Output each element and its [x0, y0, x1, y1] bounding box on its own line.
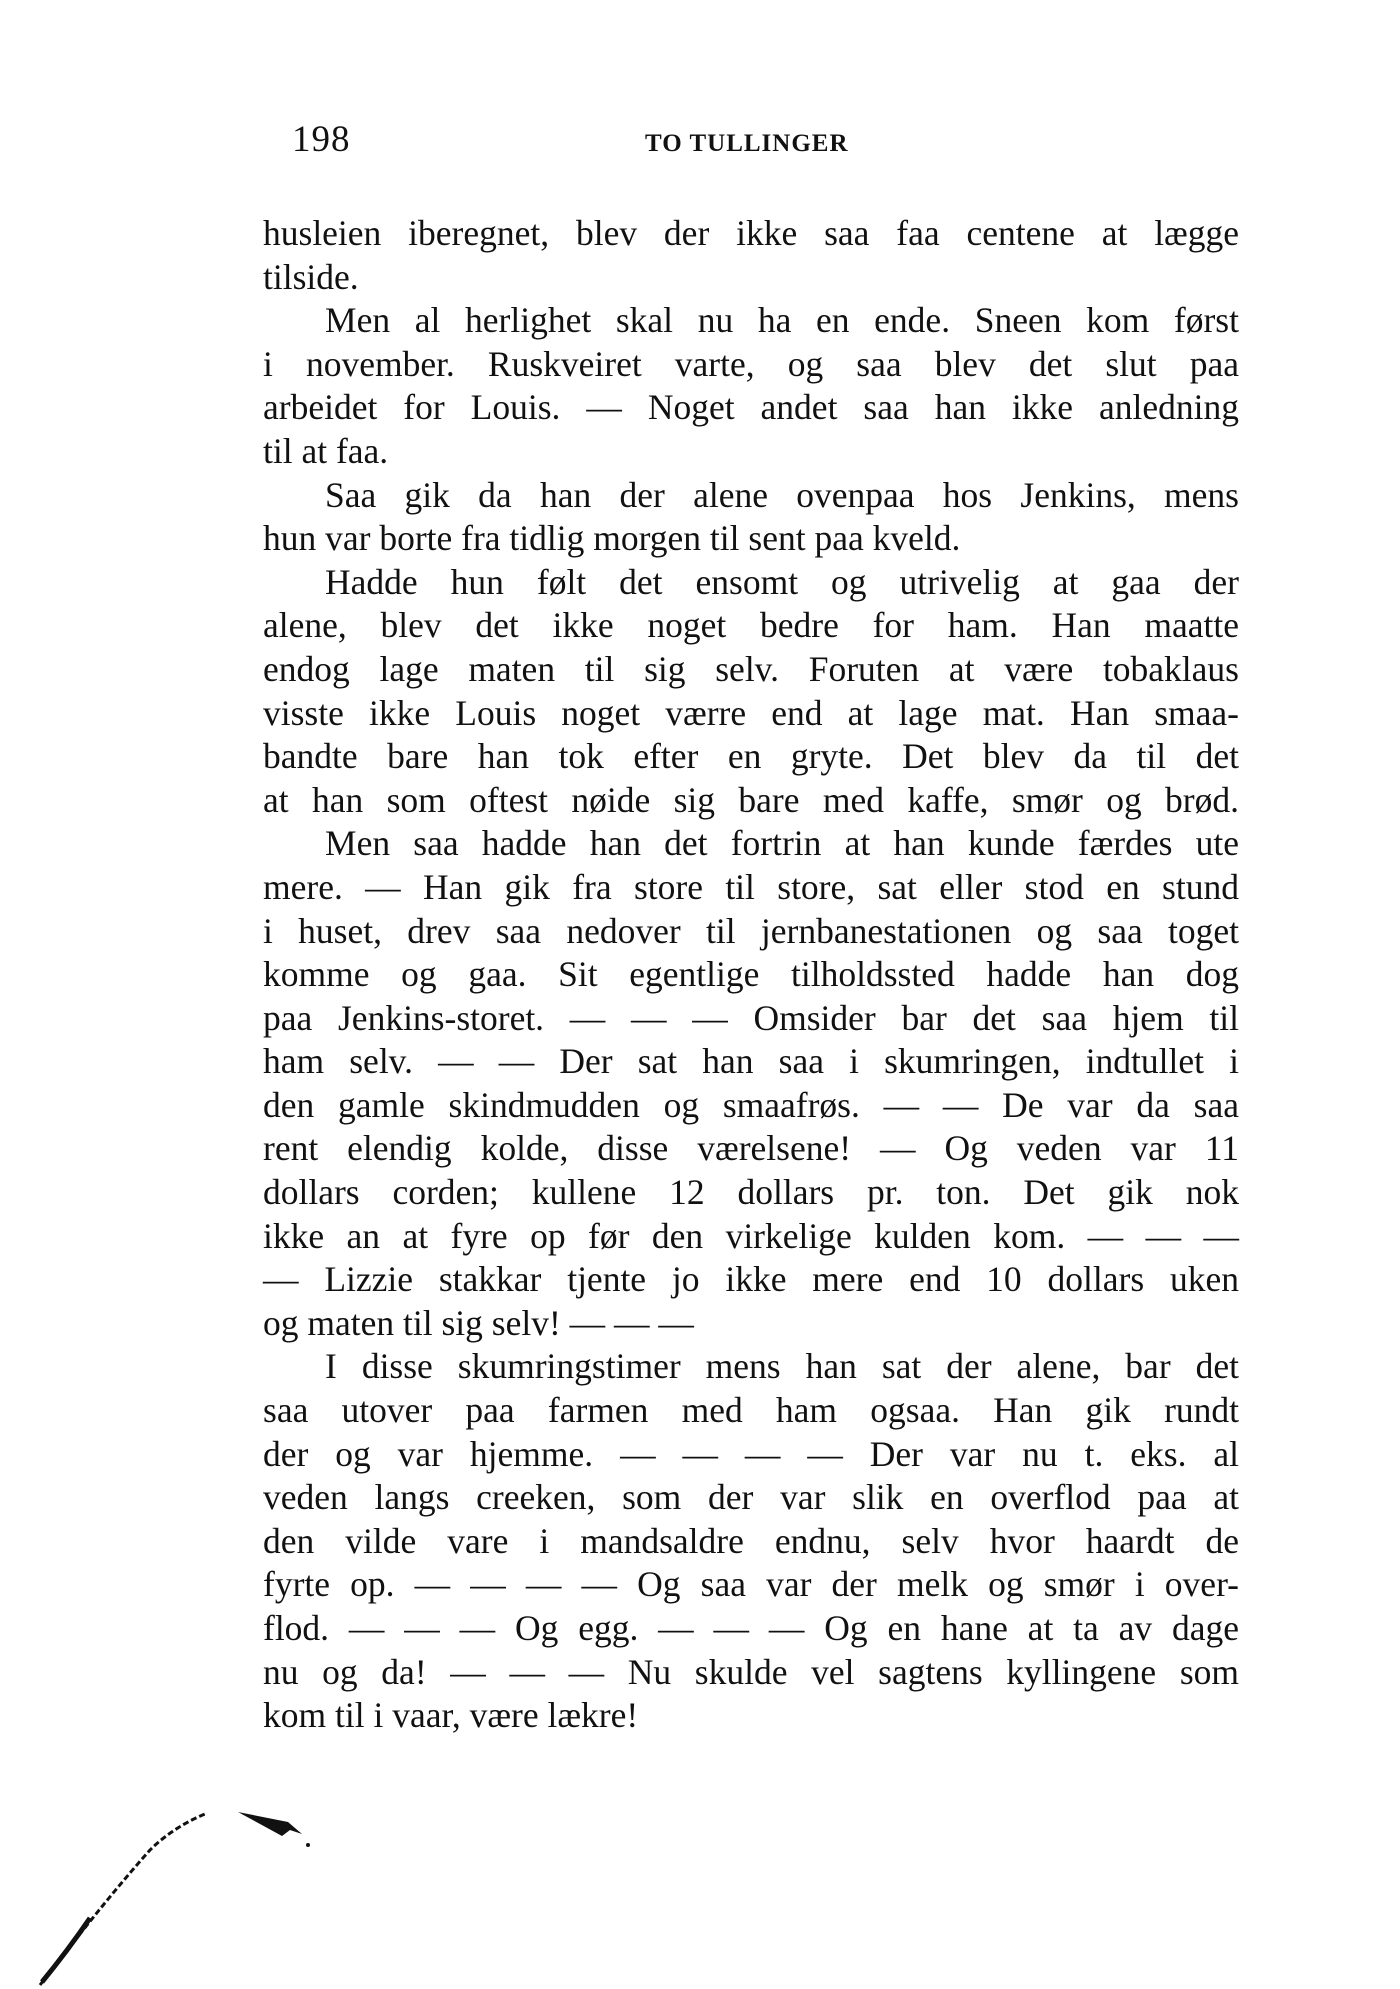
text-line: saa utover paa farmen med ham ogsaa. Han gik rundt — [263, 1390, 1239, 1431]
text-line: Men saa hadde han det fortrin at han kunde færdes ute — [325, 823, 1239, 864]
text-line: fyrte op. — — — — Og saa var der melk og smør i over- — [263, 1564, 1239, 1605]
text-line: I disse skumringstimer mens han sat der alene, bar det — [325, 1346, 1239, 1387]
text-line: alene, blev det ikke noget bedre for ham. Han maatte — [263, 605, 1239, 646]
text-line: den gamle skindmudden og smaafrøs. — — De var da saa — [263, 1084, 1239, 1125]
text-line: og maten til sig selv! — — — — [263, 1302, 694, 1343]
text-line: — Lizzie stakkar tjente jo ikke mere end 10 dollars uken — [263, 1259, 1239, 1300]
body-text — [263, 212, 1239, 1738]
text-line: flod. — — — Og egg. — — — Og en hane at ta av dage — [263, 1608, 1239, 1648]
text-line: arbeidet for Louis. — Noget andet saa han ikke anledning — [263, 387, 1239, 428]
text-line: nu og da! — — — Nu skulde vel sagtens kyllingene som — [263, 1651, 1239, 1692]
text-line: ikke an at fyre op før den virkelige kulden kom. — — — — [263, 1215, 1239, 1256]
text-line: i november. Ruskveiret varte, og saa blev det slut paa — [263, 343, 1239, 384]
text-line: i huset, drev saa nedover til jernbanestationen og saa toget — [263, 910, 1239, 951]
text-line: tilside. — [263, 256, 359, 297]
running-title: TO TULLINGER — [645, 130, 849, 157]
text-line: den vilde vare i mandsaldre endnu, selv hvor haardt de — [263, 1520, 1239, 1561]
text-line: husleien iberegnet, blev der ikke saa faa centene at lægge — [263, 213, 1239, 253]
text-line: ham selv. — — Der sat han saa i skumringen, indtullet i — [263, 1041, 1239, 1082]
text-line: Hadde hun følt det ensomt og utrivelig at gaa der — [325, 561, 1239, 602]
text-line: kom til i vaar, være lækre! — [263, 1695, 639, 1736]
text-line: paa Jenkins-storet. — — — Omsider bar det saa hjem til — [263, 997, 1239, 1038]
scan-artifact — [20, 1800, 340, 1989]
text-line: komme og gaa. Sit egentlige tilholdssted hadde han dog — [263, 954, 1239, 995]
text-line: der og var hjemme. — — — — Der var nu t. eks. al — [263, 1433, 1239, 1474]
text-line: dollars corden; kullene 12 dollars pr. ton. Det gik nok — [263, 1172, 1239, 1213]
text-line: endog lage maten til sig selv. Foruten at være tobaklaus — [263, 648, 1239, 689]
text-line: bandte bare han tok efter en gryte. Det blev da til det — [263, 736, 1239, 777]
text-line: hun var borte fra tidlig morgen til sent paa kveld. — [263, 518, 961, 559]
page-number: 198 — [292, 119, 351, 160]
text-line: at han som oftest nøide sig bare med kaffe, smør og brød. — [263, 779, 1239, 820]
text-line: veden langs creeken, som der var slik en overflod paa at — [263, 1477, 1239, 1518]
text-line: Saa gik da han der alene ovenpaa hos Jenkins, mens — [325, 474, 1239, 515]
text-line: mere. — Han gik fra store til store, sat eller stod en stund — [263, 866, 1239, 907]
text-line: til at faa. — [263, 430, 389, 471]
text-line: rent elendig kolde, disse værelsene! — Og veden var 11 — [263, 1128, 1239, 1169]
text-line: Men al herlighet skal nu ha en ende. Sneen kom først — [325, 300, 1239, 341]
text-line: visste ikke Louis noget værre end at lage mat. Han smaa- — [263, 692, 1239, 733]
